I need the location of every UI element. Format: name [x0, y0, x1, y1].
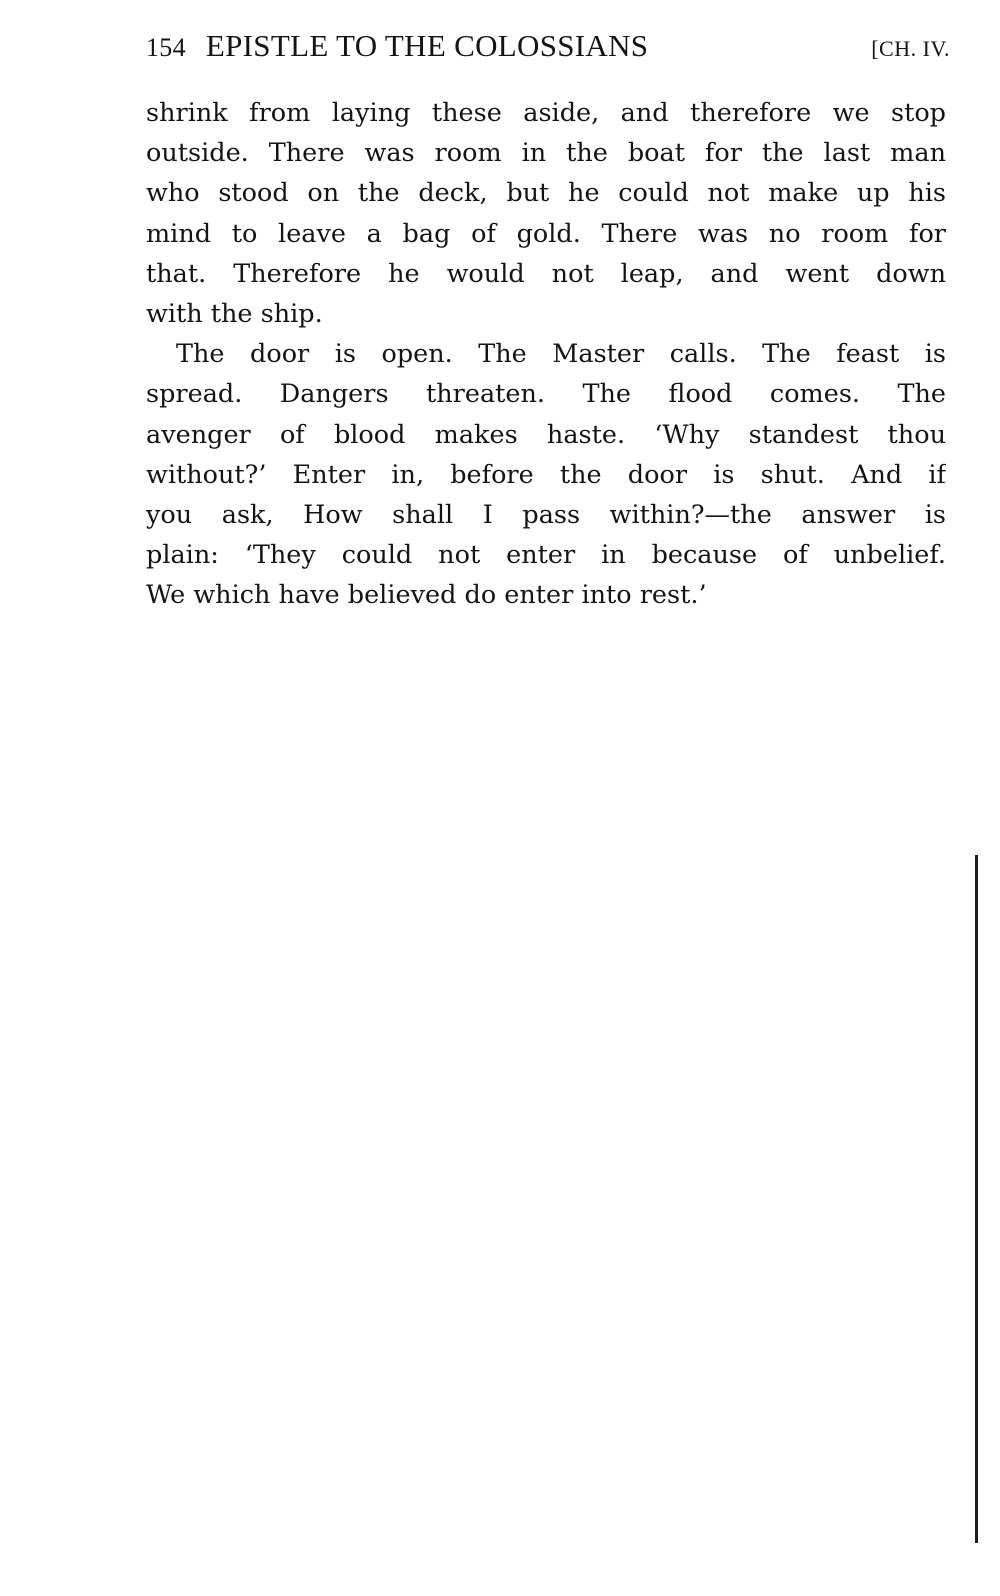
text-line: that. Therefore he would not leap, and went down: [146, 258, 946, 289]
running-title: EPISTLE TO THE COLOSSIANS: [205, 28, 649, 63]
body-text: [146, 93, 946, 616]
text-line: outside. There was room in the boat for the last man: [146, 138, 946, 169]
text-line: who stood on the deck, but he could not make up his: [146, 178, 946, 209]
chapter-reference: [CH. IV.: [871, 36, 950, 61]
text-line: spread. Dangers threaten. The flood comes. The: [146, 379, 946, 410]
text-line: you ask, How shall I pass within?—the answer is: [146, 500, 946, 531]
paragraph-2: [146, 334, 946, 615]
text-line: mind to leave a bag of gold. There was no room for: [146, 218, 946, 249]
text-line: plain: ‘They could not enter in because of unbelief.: [146, 540, 946, 571]
text-line: The door is open. The Master calls. The feast is: [176, 339, 946, 370]
running-header: [146, 28, 950, 68]
text-line: with the ship.: [146, 299, 323, 330]
page-edge-rule: [975, 855, 978, 1543]
page-number: 154: [146, 33, 186, 62]
text-line: We which have believed do enter into rest.’: [146, 580, 707, 611]
text-line: avenger of blood makes haste. ‘Why standest thou: [146, 419, 946, 450]
paragraph-1: [146, 93, 946, 334]
text-line: shrink from laying these aside, and therefore we stop: [146, 98, 946, 128]
text-line: without?’ Enter in, before the door is shut. And if: [146, 459, 946, 490]
